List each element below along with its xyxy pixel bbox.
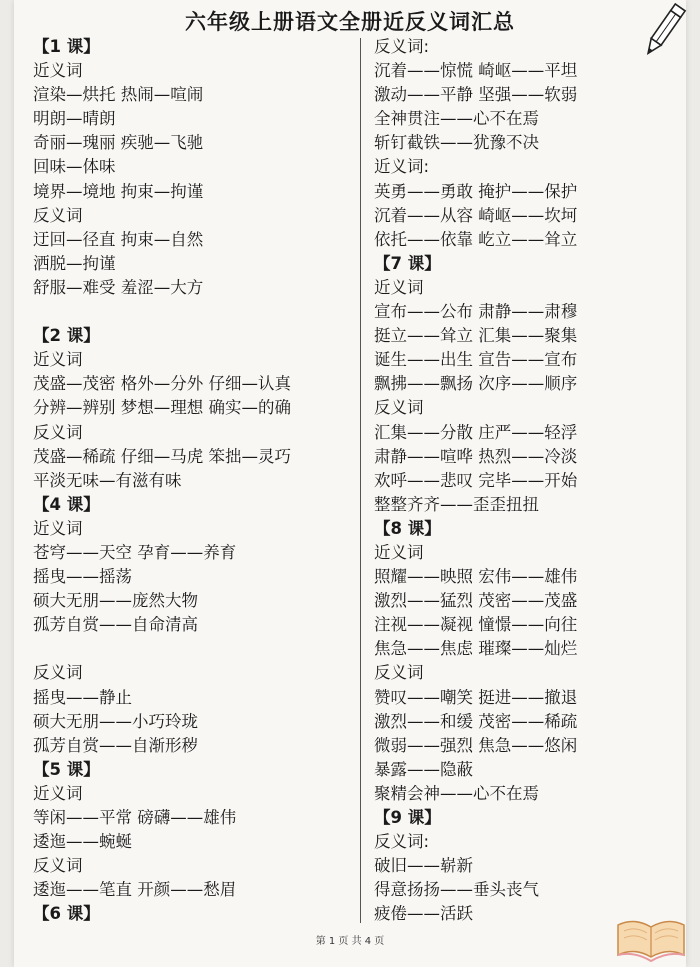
word-pair-line: 全神贯注——心不在焉 xyxy=(374,109,539,129)
section-label: 反义词 xyxy=(374,398,424,418)
word-pair-line: 汇集——分散 庄严——轻浮 xyxy=(374,422,578,442)
word-pair-line: 迂回—径直 拘束—自然 xyxy=(33,229,204,249)
word-pair-line: 等闲——平常 磅礴——雄伟 xyxy=(33,808,237,827)
lesson-heading: 【7 课】 xyxy=(374,253,441,273)
word-pair-line: 硕大无朋——庞然大物 xyxy=(33,591,198,611)
word-pair-line: 诞生——出生 宣告——宣布 xyxy=(374,350,578,370)
word-pair-line: 逶迤——蜿蜒 xyxy=(33,832,132,852)
section-label: 近义词 xyxy=(33,783,83,803)
word-pair-line: 洒脱—拘谨 xyxy=(33,253,116,273)
section-label: 近义词 xyxy=(33,61,83,81)
section-label: 近义词 xyxy=(33,350,83,370)
right-column xyxy=(374,35,674,926)
section-label: 反义词 xyxy=(33,663,83,683)
word-pair-line: 肃静——喧哗 热烈——冷淡 xyxy=(374,446,578,466)
lesson-heading: 【1 课】 xyxy=(33,37,100,56)
word-pair-line: 激动——平静 坚强——软弱 xyxy=(374,85,578,105)
word-pair-line: 舒服—难受 羞涩—大方 xyxy=(33,277,204,297)
lesson-heading: 【8 课】 xyxy=(374,518,441,538)
word-pair-line: 飘拂——飘扬 次序——顺序 xyxy=(374,374,578,394)
word-pair-line: 赞叹——嘲笑 挺进——撤退 xyxy=(374,687,578,707)
word-pair-line: 茂盛—稀疏 仔细—马虎 笨拙—灵巧 xyxy=(33,446,291,466)
word-pair-line: 宣布——公布 肃静——肃穆 xyxy=(374,302,578,322)
word-pair-line: 分辨—辨别 梦想—理想 确实—的确 xyxy=(33,398,291,418)
word-pair-line: 聚精会神——心不在焉 xyxy=(374,783,539,803)
blank-line xyxy=(33,637,348,661)
word-pair-line: 激烈——和缓 茂密——稀疏 xyxy=(374,711,578,731)
word-pair-line: 暴露——隐蔽 xyxy=(374,759,473,779)
section-label: 近义词: xyxy=(374,157,430,177)
word-pair-line: 孤芳自赏——自命清高 xyxy=(33,615,198,635)
word-pair-line: 照耀——映照 宏伟——雄伟 xyxy=(374,567,578,587)
word-pair-line: 奇丽—瑰丽 疾驰—飞驰 xyxy=(33,133,204,153)
word-pair-line: 欢呼——悲叹 完毕——开始 xyxy=(374,470,578,490)
section-label: 反义词 xyxy=(374,663,424,683)
word-pair-line: 挺立——耸立 汇集——聚集 xyxy=(374,326,578,346)
word-pair-line: 整整齐齐——歪歪扭扭 xyxy=(374,494,539,514)
lesson-heading: 【5 课】 xyxy=(33,759,100,779)
section-label: 反义词 xyxy=(33,205,83,225)
lesson-heading: 【9 课】 xyxy=(374,808,441,827)
lesson-heading: 【6 课】 xyxy=(33,904,100,924)
word-pair-line: 激烈——猛烈 茂密——茂盛 xyxy=(374,591,578,611)
blank-line xyxy=(33,300,348,324)
word-pair-line: 破旧——崭新 xyxy=(374,856,473,876)
word-pair-line: 摇曳——摇荡 xyxy=(33,567,132,587)
section-label: 近义词 xyxy=(33,518,83,538)
word-pair-line: 摇曳——静止 xyxy=(33,687,132,707)
pencil-icon xyxy=(636,0,690,64)
page-footer: 第 1 页 共 4 页 xyxy=(315,936,385,947)
section-label: 近义词 xyxy=(374,542,424,562)
column-divider xyxy=(360,38,361,923)
section-label: 反义词 xyxy=(33,856,83,876)
section-label: 反义词: xyxy=(374,832,430,852)
word-pair-line: 微弱——强烈 焦急——悠闲 xyxy=(374,735,578,755)
left-column xyxy=(33,35,348,926)
lesson-heading: 【4 课】 xyxy=(33,494,100,514)
word-pair-line: 英勇——勇敢 掩护——保护 xyxy=(374,181,578,201)
word-pair-line: 孤芳自赏——自渐形秽 xyxy=(33,735,198,755)
word-pair-line: 沉着——惊慌 崎岖——平坦 xyxy=(374,61,578,81)
page-title: 六年级上册语文全册近反义词汇总 xyxy=(185,10,515,34)
word-pair-line: 注视——凝视 憧憬——向往 xyxy=(374,615,578,635)
open-book-icon xyxy=(614,911,688,963)
section-label: 近义词 xyxy=(374,277,424,297)
word-pair-line: 依托——依靠 屹立——耸立 xyxy=(374,229,578,249)
word-pair-line: 疲倦——活跃 xyxy=(374,904,473,924)
word-pair-line: 斩钉截铁——犹豫不决 xyxy=(374,133,539,153)
word-pair-line: 平淡无味—有滋有味 xyxy=(33,470,182,490)
word-pair-line: 硕大无朋——小巧玲珑 xyxy=(33,711,198,731)
word-pair-line: 境界—境地 拘束—拘谨 xyxy=(33,181,204,201)
word-pair-line: 渲染—烘托 热闹—喧闹 xyxy=(33,85,204,105)
section-label: 反义词: xyxy=(374,37,430,56)
word-pair-line: 回味—体味 xyxy=(33,157,116,177)
word-pair-line: 茂盛—茂密 格外—分外 仔细—认真 xyxy=(33,374,291,394)
word-pair-line: 明朗—晴朗 xyxy=(33,109,116,129)
word-pair-line: 沉着——从容 崎岖——坎坷 xyxy=(374,205,578,225)
section-label: 反义词 xyxy=(33,422,83,442)
word-pair-line: 得意扬扬——垂头丧气 xyxy=(374,880,539,900)
word-pair-line: 焦急——焦虑 璀璨——灿烂 xyxy=(374,639,578,659)
lesson-heading: 【2 课】 xyxy=(33,326,100,346)
word-pair-line: 苍穹——天空 孕育——养育 xyxy=(33,542,237,562)
word-pair-line: 逶迤——笔直 开颜——愁眉 xyxy=(33,880,237,900)
